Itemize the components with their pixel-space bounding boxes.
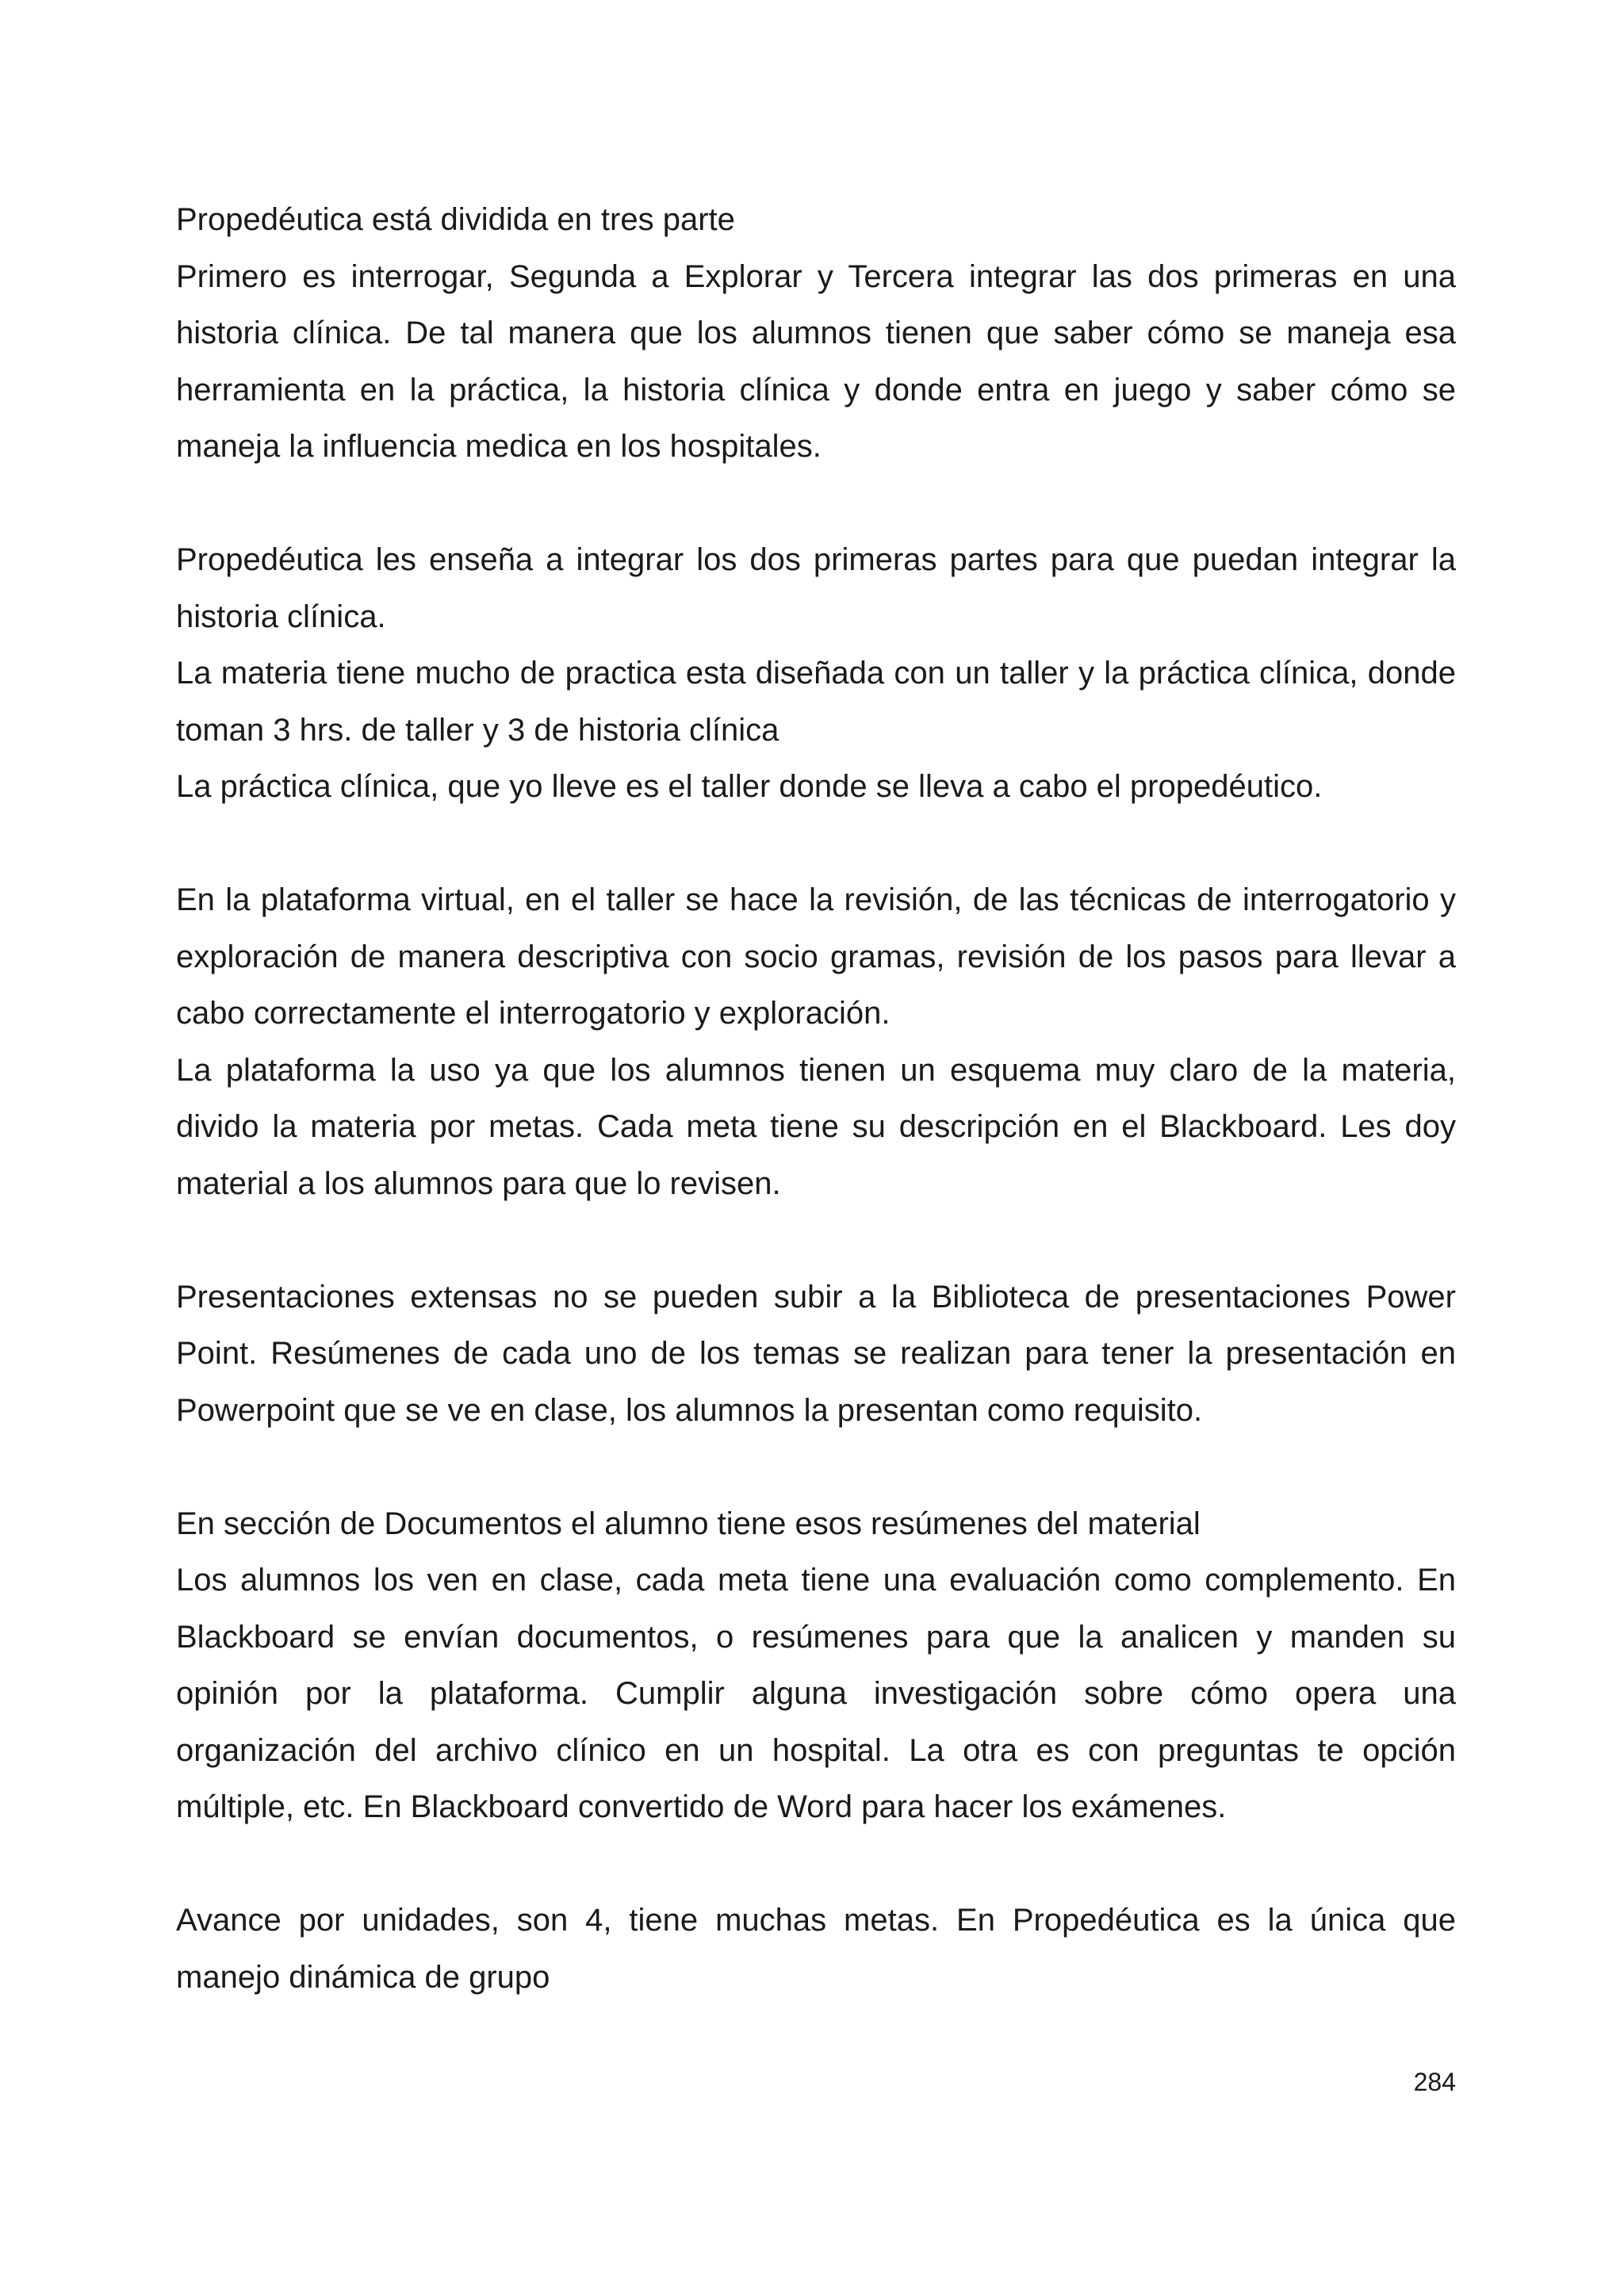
paragraph-virtual-platform: En la plataforma virtual, en el taller se hace la revisión, de las técnicas de interrogatorio y exploración de manera descriptiva con socio gramas, revisión de los pasos para llevar a cabo correctamente el interrogatorio y exploración.	[176, 882, 1456, 1031]
paragraph-evaluation: Los alumnos los ven en clase, cada meta tiene una evaluación como complemento. En Blackboard se envían documentos, o resúmenes para que la analicen y manden su opinión por la plataforma. Cumplir alguna investigación sobre cómo opera una organización del archivo clínico en un hospital. La otra es con preguntas te opción múltiple, etc. En Blackboard convertido de Word para hacer los exámenes.	[176, 1563, 1456, 1824]
paragraph-parts: Primero es interrogar, Segunda a Explorar y Tercera integrar las dos primeras en una historia clínica. De tal manera que los alumnos tienen que saber cómo se maneja esa herramienta en la práctica, la historia clínica y donde entra en juego y saber cómo se maneja la influencia medica en los hospitales.	[176, 258, 1456, 464]
paragraph-intro: Propedéutica está dividida en tres parte	[176, 202, 735, 237]
page-number: 284	[1413, 2068, 1456, 2096]
paragraph-platform-use: La plataforma la uso ya que los alumnos tienen un esquema muy claro de la materia, divido la materia por metas. Cada meta tiene su descripción en el Blackboard. Les doy material a los alumnos para que lo revisen.	[176, 1052, 1456, 1201]
paragraph-practice: La materia tiene mucho de practica esta diseñada con un taller y la práctica clínica, donde toman 3 hrs. de taller y 3 de historia clínica	[176, 656, 1456, 748]
document-body	[176, 192, 1456, 2006]
paragraph-clinical-practice: La práctica clínica, que yo lleve es el taller donde se lleva a cabo el propedéutico.	[176, 769, 1323, 804]
paragraph-progress: Avance por unidades, son 4, tiene muchas metas. En Propedéutica es la única que manejo dinámica de grupo	[176, 1903, 1456, 1995]
paragraph-presentations: Presentaciones extensas no se pueden subir a la Biblioteca de presentaciones Power Point. Resúmenes de cada uno de los temas se realizan para tener la presentación en Powerpoint que se ve en clase, los alumnos la presentan como requisito.	[176, 1279, 1456, 1428]
paragraph-integration: Propedéutica les enseña a integrar los dos primeras partes para que puedan integrar la historia clínica.	[176, 542, 1456, 634]
paragraph-documents-section: En sección de Documentos el alumno tiene esos resúmenes del material	[176, 1506, 1201, 1541]
